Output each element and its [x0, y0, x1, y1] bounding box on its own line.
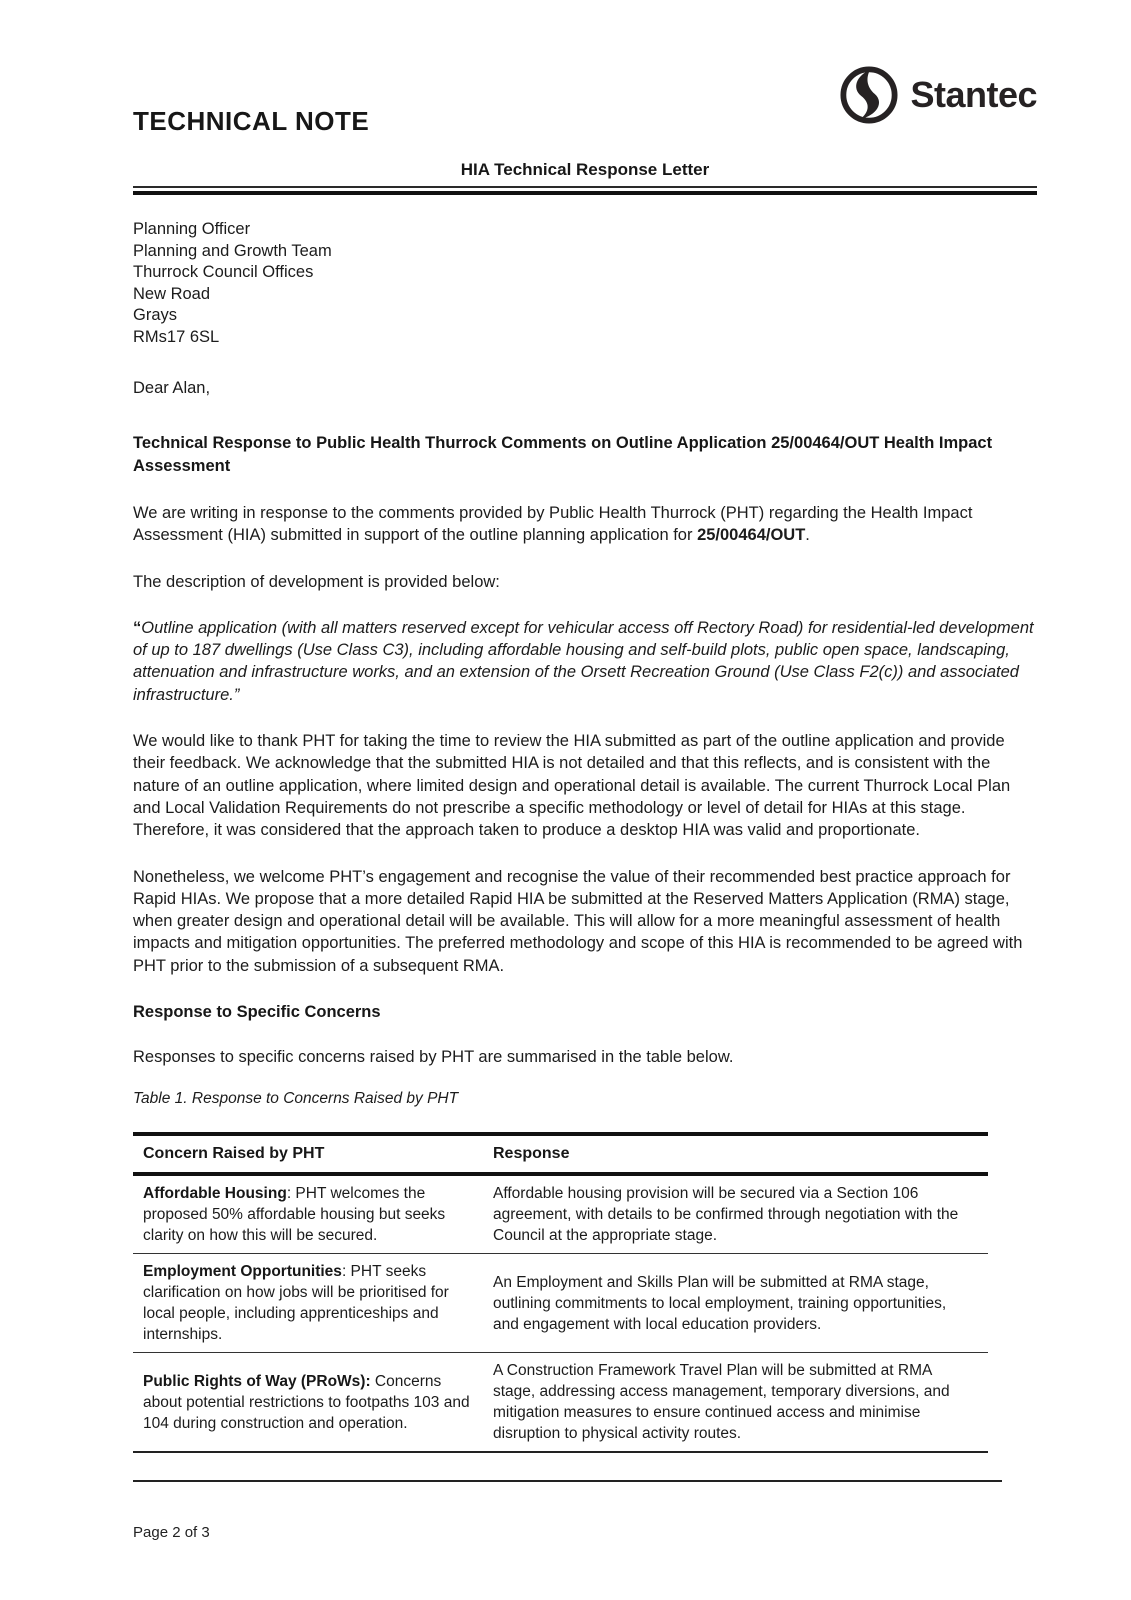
table-row: [133, 1353, 988, 1453]
page-number: Page 2 of 3: [133, 1524, 210, 1541]
letter-title: HIA Technical Response Letter: [460, 160, 710, 179]
concern-detail: : PHT welcomes the proposed 50% affordable housing but seeks clarity on how this will be secured.: [143, 1185, 446, 1245]
application-reference: 25/00464/OUT: [697, 526, 806, 545]
column-header-concern: Concern Raised by PHT: [133, 1134, 483, 1174]
response-cell: An Employment and Skills Plan will be submitted at RMA stage, outlining commitments to local employment, training opportunities, and engagement with local education providers.: [483, 1254, 988, 1353]
concern-cell: [133, 1254, 483, 1353]
concern-detail: : PHT seeks clarification on how jobs will be prioritised for local people, including apprenticeships and internships.: [143, 1263, 449, 1344]
table-caption: Table 1. Response to Concerns Raised by PHT: [133, 1090, 459, 1108]
concern-cell: [133, 1353, 483, 1453]
response-cell: A Construction Framework Travel Plan will be submitted at RMA stage, addressing access management, temporary diversions, and mitigation measures to ensure continued access and minimise disruption to physical activity routes.: [493, 1362, 950, 1443]
concern-topic: Employment Opportunities: [143, 1263, 342, 1281]
development-description-quote: [133, 617, 1037, 706]
paragraph-intro-text: We are writing in response to the comments provided by Public Health Thurrock (PHT) regarding the Health Impact Assessment (HIA) submitted in support of the outline planning application for: [133, 504, 973, 545]
paragraph-description-lead: The description of development is provided below:: [133, 572, 500, 591]
header-rule-thick: [133, 191, 1037, 195]
address-line: Planning Officer: [133, 220, 251, 238]
page-header: [133, 62, 1037, 146]
paragraph-thanks: We would like to thank PHT for taking the time to review the HIA submitted as part of the outline application and provide their feedback. We acknowledge that the submitted HIA is not detailed and that this reflects, and is consistent with the nature of an outline application, where limited design and operational detail is available. The current Thurrock Local Plan and Local Validation Requirements do not prescribe a specific methodology or level of detail for HIAs at this stage. Therefore, it was considered that the approach taken to produce a desktop HIA was valid and proportionate.: [133, 732, 1011, 840]
response-cell: Affordable housing provision will be secured via a Section 106 agreement, with details to be confirmed through negotiation with the Council at the appropriate stage.: [483, 1174, 988, 1254]
concern-topic: Affordable Housing: [143, 1185, 287, 1203]
subject-heading: Technical Response to Public Health Thurrock Comments on Outline Application 25/00464/OUT Health Impact Assessment: [133, 434, 993, 475]
quote-text: Outline application (with all matters reserved except for vehicular access off Rectory Road) for residential-led development of up to 187 dwellings (Use Class C3), including affordable housing and self-build plots, public open space, landscaping, attenuation and infrastructure works, and an extension of the Orsett Recreation Ground (Use Class F2(c)) and associated infrastructure.”: [133, 618, 1034, 704]
header-rule-thin: [133, 186, 1037, 188]
table-row: [133, 1174, 988, 1254]
section-heading: Response to Specific Concerns: [133, 1003, 381, 1022]
table-header-row: [133, 1134, 988, 1174]
address-line: RMs17 6SL: [133, 327, 220, 346]
salutation: Dear Alan,: [133, 379, 211, 397]
paragraph-proposal: Nonetheless, we welcome PHT’s engagement and recognise the value of their recommended best practice approach for Rapid HIAs. We propose that a more detailed Rapid HIA be submitted at the Reserved Matters Application (RMA) stage, when greater design and operational detail will be available. This will allow for a more meaningful assessment of health impacts and mitigation opportunities. The preferred methodology and scope of this HIA is recommended to be agreed with PHT prior to the submission of a subsequent RMA.: [133, 867, 1023, 975]
address-line: Thurrock Council Offices: [133, 263, 314, 281]
table-row: [133, 1254, 988, 1353]
footer-rule: [133, 1480, 1002, 1482]
recipient-address: [133, 219, 1037, 348]
paragraph-intro-end: .: [805, 526, 810, 545]
stantec-wordmark: Stantec: [910, 74, 1037, 115]
paragraph-intro: [133, 502, 1037, 547]
address-line: Planning and Growth Team: [133, 241, 332, 260]
stantec-swoosh-icon: [840, 66, 898, 124]
address-line: Grays: [133, 306, 178, 324]
concern-detail: Concerns about potential restrictions to footpaths 103 and 104 during construction and operation.: [143, 1372, 470, 1432]
address-line: New Road: [133, 284, 211, 303]
concerns-table: [133, 1132, 988, 1453]
open-quote-mark: “: [133, 618, 142, 637]
concern-cell: [133, 1174, 483, 1254]
concern-topic: Public Rights of Way (PRoWs):: [143, 1372, 371, 1390]
table-intro: Responses to specific concerns raised by PHT are summarised in the table below.: [133, 1048, 734, 1067]
stantec-logo: [840, 66, 1037, 124]
column-header-response: Response: [483, 1134, 988, 1174]
doc-type-title: TECHNICAL NOTE: [133, 106, 370, 136]
